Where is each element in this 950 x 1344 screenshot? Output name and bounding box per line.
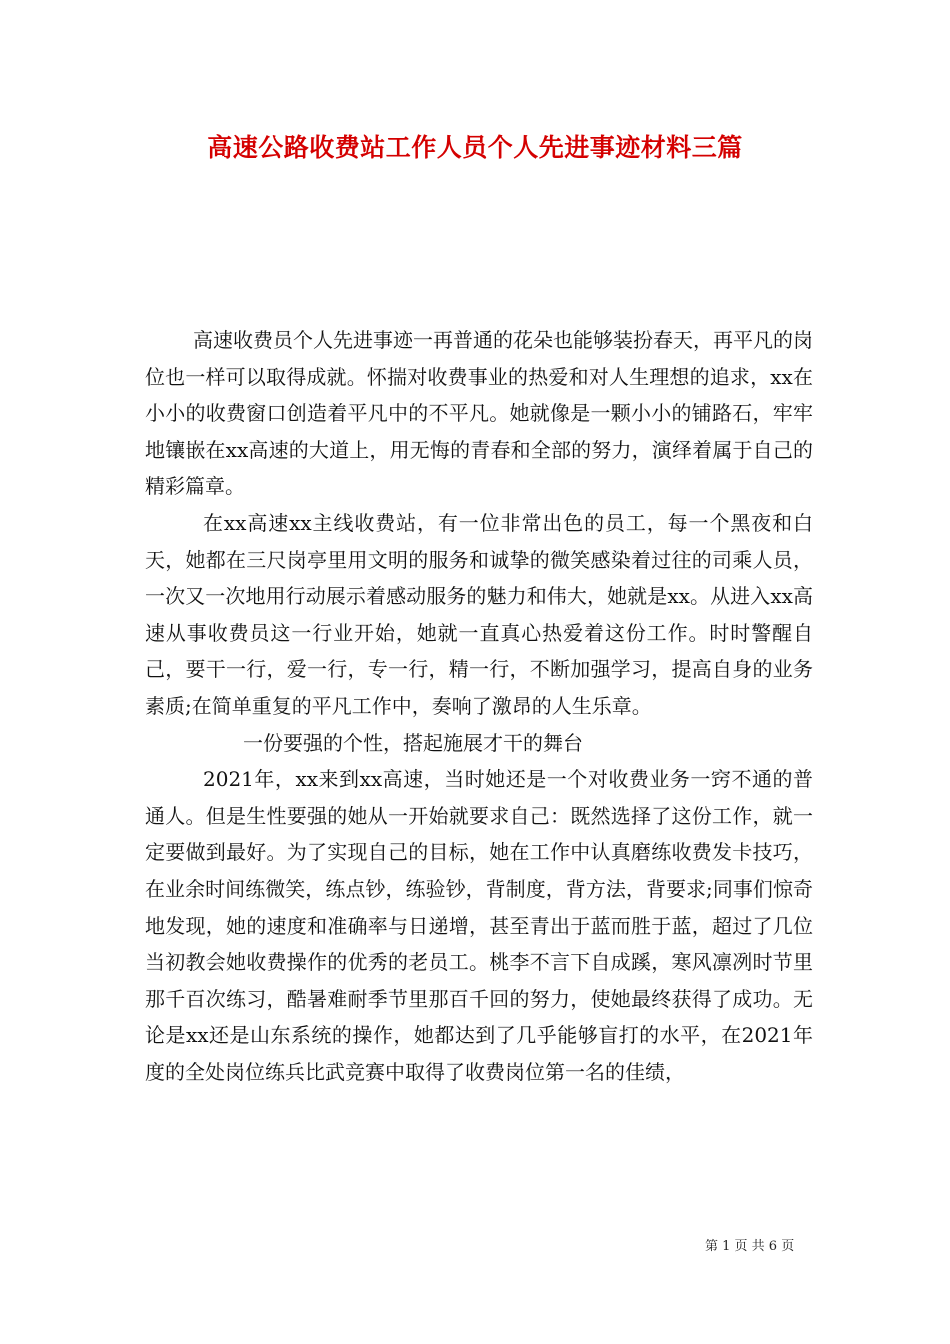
page-number-footer: 第 1 页 共 6 页 — [705, 1239, 795, 1254]
paragraph-intro: 高速收费员个人先进事迹一再普通的花朵也能够装扮春天，再平凡的岗位也一样可以取得成就。怀揣对收费事业的热爱和对人生理想的追求，xx在小小的收费窗口创造着平凡中的不平凡。她就像是一颗小小的铺路石，牢牢地镶嵌在xx高速的大道上，用无悔的青春和全部的努力，演绎着属于自己的精彩篇章。 — [145, 328, 813, 499]
section-subheading: 一份要强的个性，搭起施展才干的舞台 — [243, 730, 583, 755]
document-body — [145, 322, 813, 1090]
paragraph-2021: 2021年，xx来到xx高速，当时她还是一个对收费业务一窍不通的普通人。但是生性要强的她从一开始就要求自己：既然选择了这份工作，就一定要做到最好。为了实现自己的目标，她在工作中认真磨练收费发卡技巧，在业余时间练微笑，练点钞，练验钞，背制度，背方法，背要求;同事们惊奇地发现，她的速度和准确率与日递增，甚至青出于蓝而胜于蓝，超过了几位当初教会她收费操作的优秀的老员工。桃李不言下自成蹊，寒风凛冽时节里那千百次练习，酷暑难耐季节里那百千回的努力，使她最终获得了成功。无论是xx还是山东系统的操作，她都达到了几乎能够盲打的水平，在2021年度的全处岗位练兵比武竞赛中取得了收费岗位第一名的佳绩， — [145, 767, 813, 1084]
document-title: 高速公路收费站工作人员个人先进事迹材料三篇 — [207, 133, 743, 162]
paragraph-station: 在xx高速xx主线收费站，有一位非常出色的员工，每一个黑夜和白天，她都在三尺岗亭里用文明的服务和诚挚的微笑感染着过往的司乘人员，一次又一次地用行动展示着感动服务的魅力和伟大，她就是xx。从进入xx高速从事收费员这一行业开始，她就一直真心热爱着这份工作。时时警醒自己，要干一行，爱一行，专一行，精一行，不断加强学习，提高自身的业务素质;在简单重复的平凡工作中，奏响了激昂的人生乐章。 — [145, 510, 813, 718]
